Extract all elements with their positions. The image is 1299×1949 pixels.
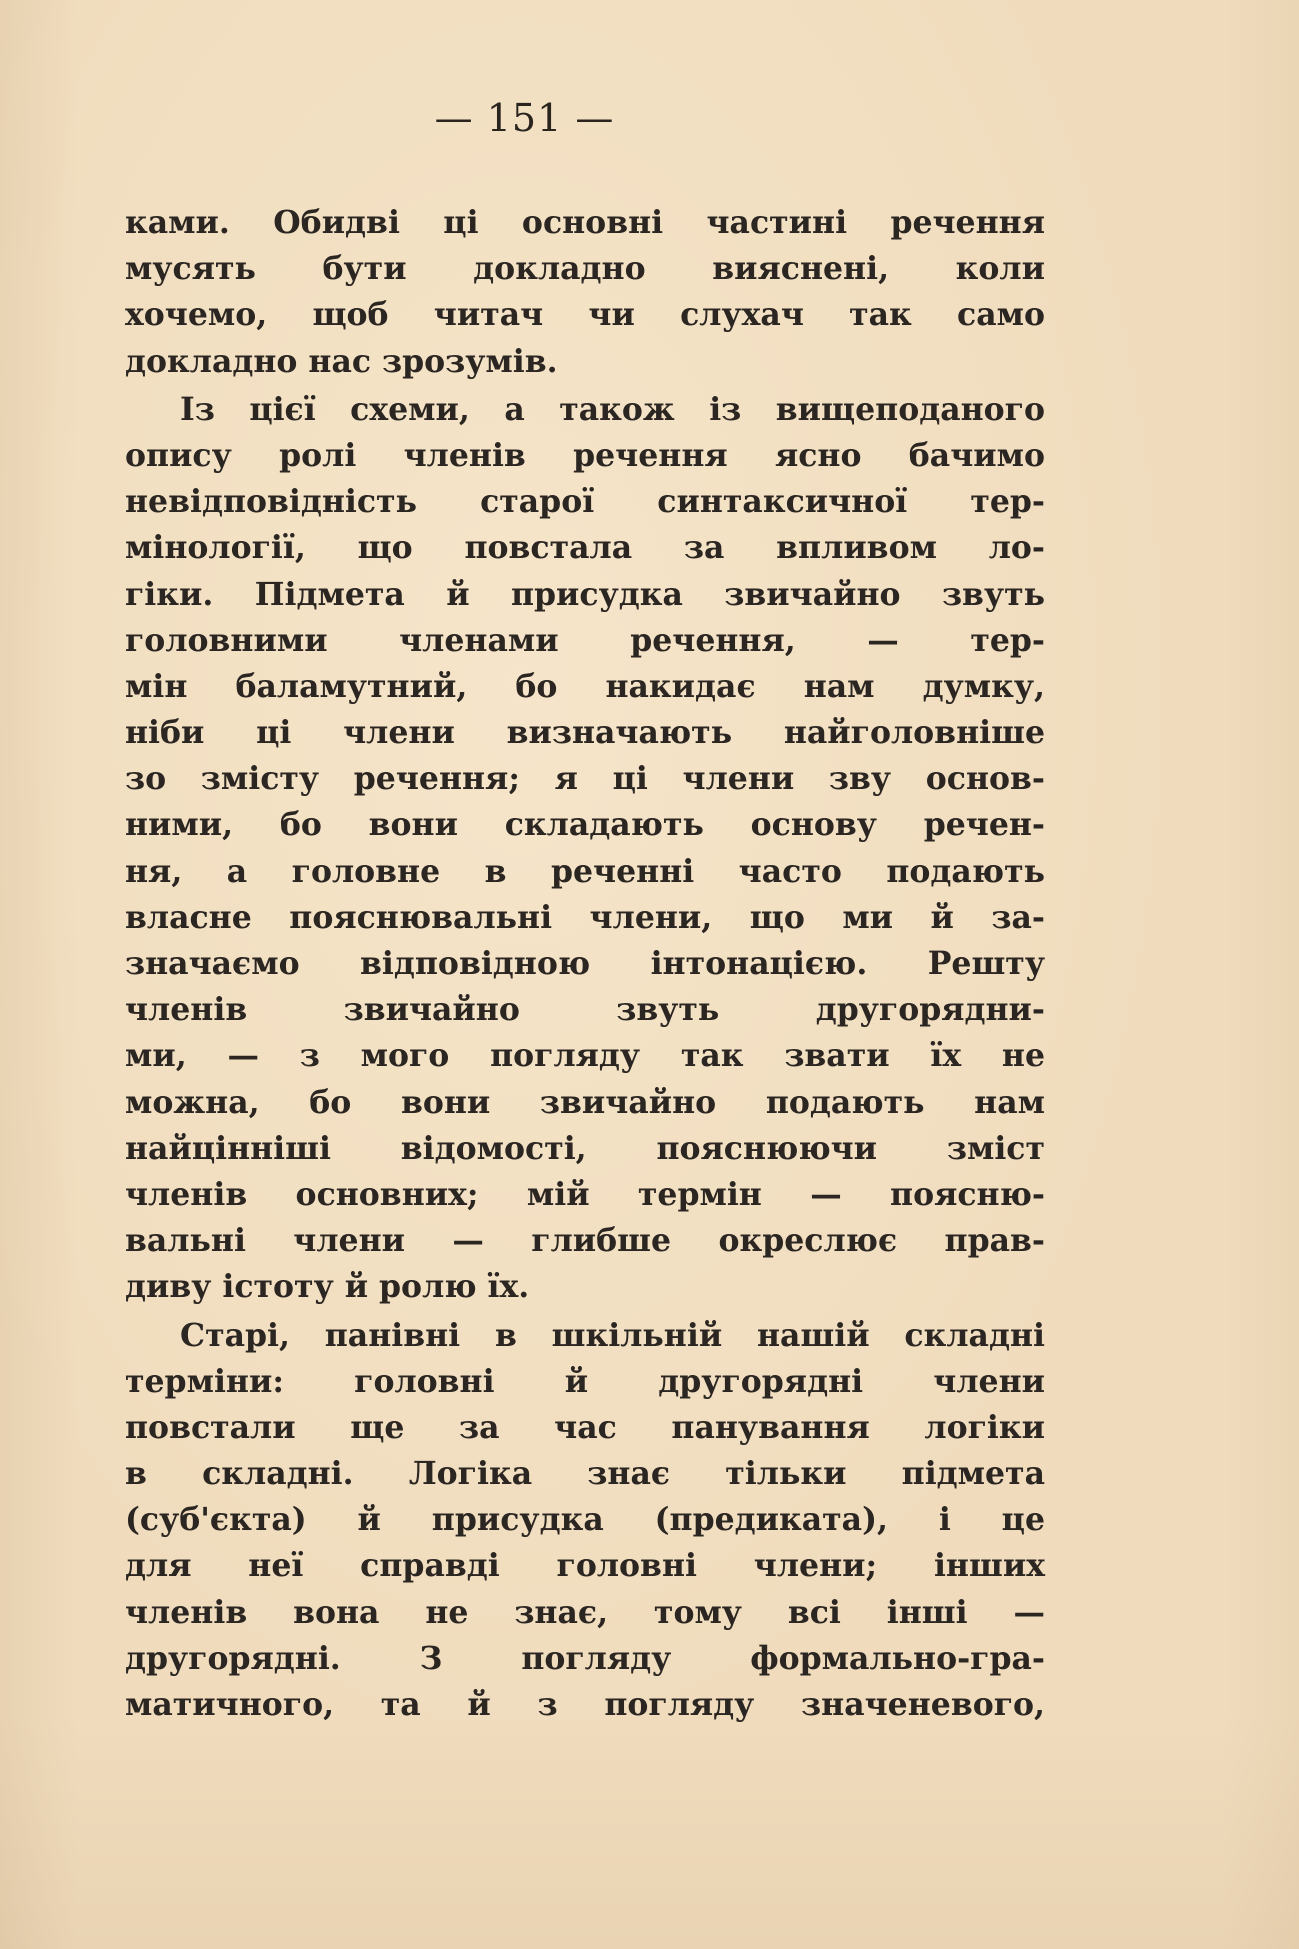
text-line: зо змісту речення; я ці члени зву основ-: [125, 760, 1045, 798]
paragraph-1: [125, 200, 1045, 385]
text-line: матичного, та й з погляду значеневого,: [125, 1686, 1045, 1723]
text-line: для неї справді головні члени; інших: [125, 1547, 1045, 1585]
paragraph-3: [125, 1313, 1045, 1729]
text-line: (суб'єкта) й присудка (предиката), і це: [125, 1501, 1045, 1539]
text-line: Старі, панівні в шкільній нашій складні: [180, 1316, 1045, 1354]
text-line: гіки. Підмета й присудка звичайно звуть: [125, 575, 1045, 613]
text-line: ми, — з мого погляду так звати їх не: [125, 1037, 1045, 1075]
text-line: мінології, що повстала за впливом ло-: [125, 529, 1045, 567]
text-line: докладно нас зрозумів.: [125, 342, 558, 380]
text-line: найцінніші відомості, пояснюючи зміст: [125, 1129, 1045, 1167]
paragraph-2: [125, 387, 1045, 1311]
text-line: ня, а головне в реченні часто подають: [125, 852, 1045, 890]
text-line: значаємо відповідною інтонацією. Решту: [125, 945, 1045, 982]
text-line: ками. Обидві ці основні частині речення: [125, 204, 1045, 241]
body-text: [125, 200, 1045, 1728]
text-line: мін баламутний, бо накидає нам думку,: [125, 667, 1045, 705]
page-number: — 151 —: [434, 96, 615, 140]
text-line: мусять бути докладно вияснені, коли: [125, 250, 1045, 288]
text-line: опису ролі членів речення ясно бачимо: [125, 436, 1045, 474]
text-line: терміни: головні й другорядні члени: [125, 1362, 1045, 1400]
text-line: власне пояснювальні члени, що ми й за-: [125, 898, 1045, 936]
text-line: Із цієї схеми, а також із вищеподаного: [180, 390, 1045, 428]
text-line: повстали ще за час панування логіки: [125, 1408, 1045, 1446]
text-line: можна, бо вони звичайно подають нам: [125, 1083, 1045, 1121]
text-line: членів звичайно звуть другорядни-: [125, 991, 1045, 1029]
text-line: ними, бо вони складають основу речен-: [125, 806, 1045, 844]
text-line: в складні. Логіка знає тільки підмета: [125, 1455, 1045, 1493]
text-line: невідповідність старої синтаксичної тер-: [125, 483, 1045, 521]
text-line: членів основних; мій термін — поясню-: [125, 1175, 1045, 1213]
text-line: вальні члени — глибше окреслює прав-: [125, 1222, 1045, 1260]
text-line: головними членами речення, — тер-: [125, 621, 1045, 659]
text-line: другорядні. З погляду формально-гра-: [125, 1639, 1045, 1677]
text-line: диву істоту й ролю їх.: [125, 1268, 530, 1306]
text-line: ніби ці члени визначають найголовніше: [125, 714, 1045, 752]
text-line: хочемо, щоб читач чи слухач так само: [125, 296, 1045, 334]
text-line: членів вона не знає, тому всі інші —: [125, 1593, 1045, 1631]
